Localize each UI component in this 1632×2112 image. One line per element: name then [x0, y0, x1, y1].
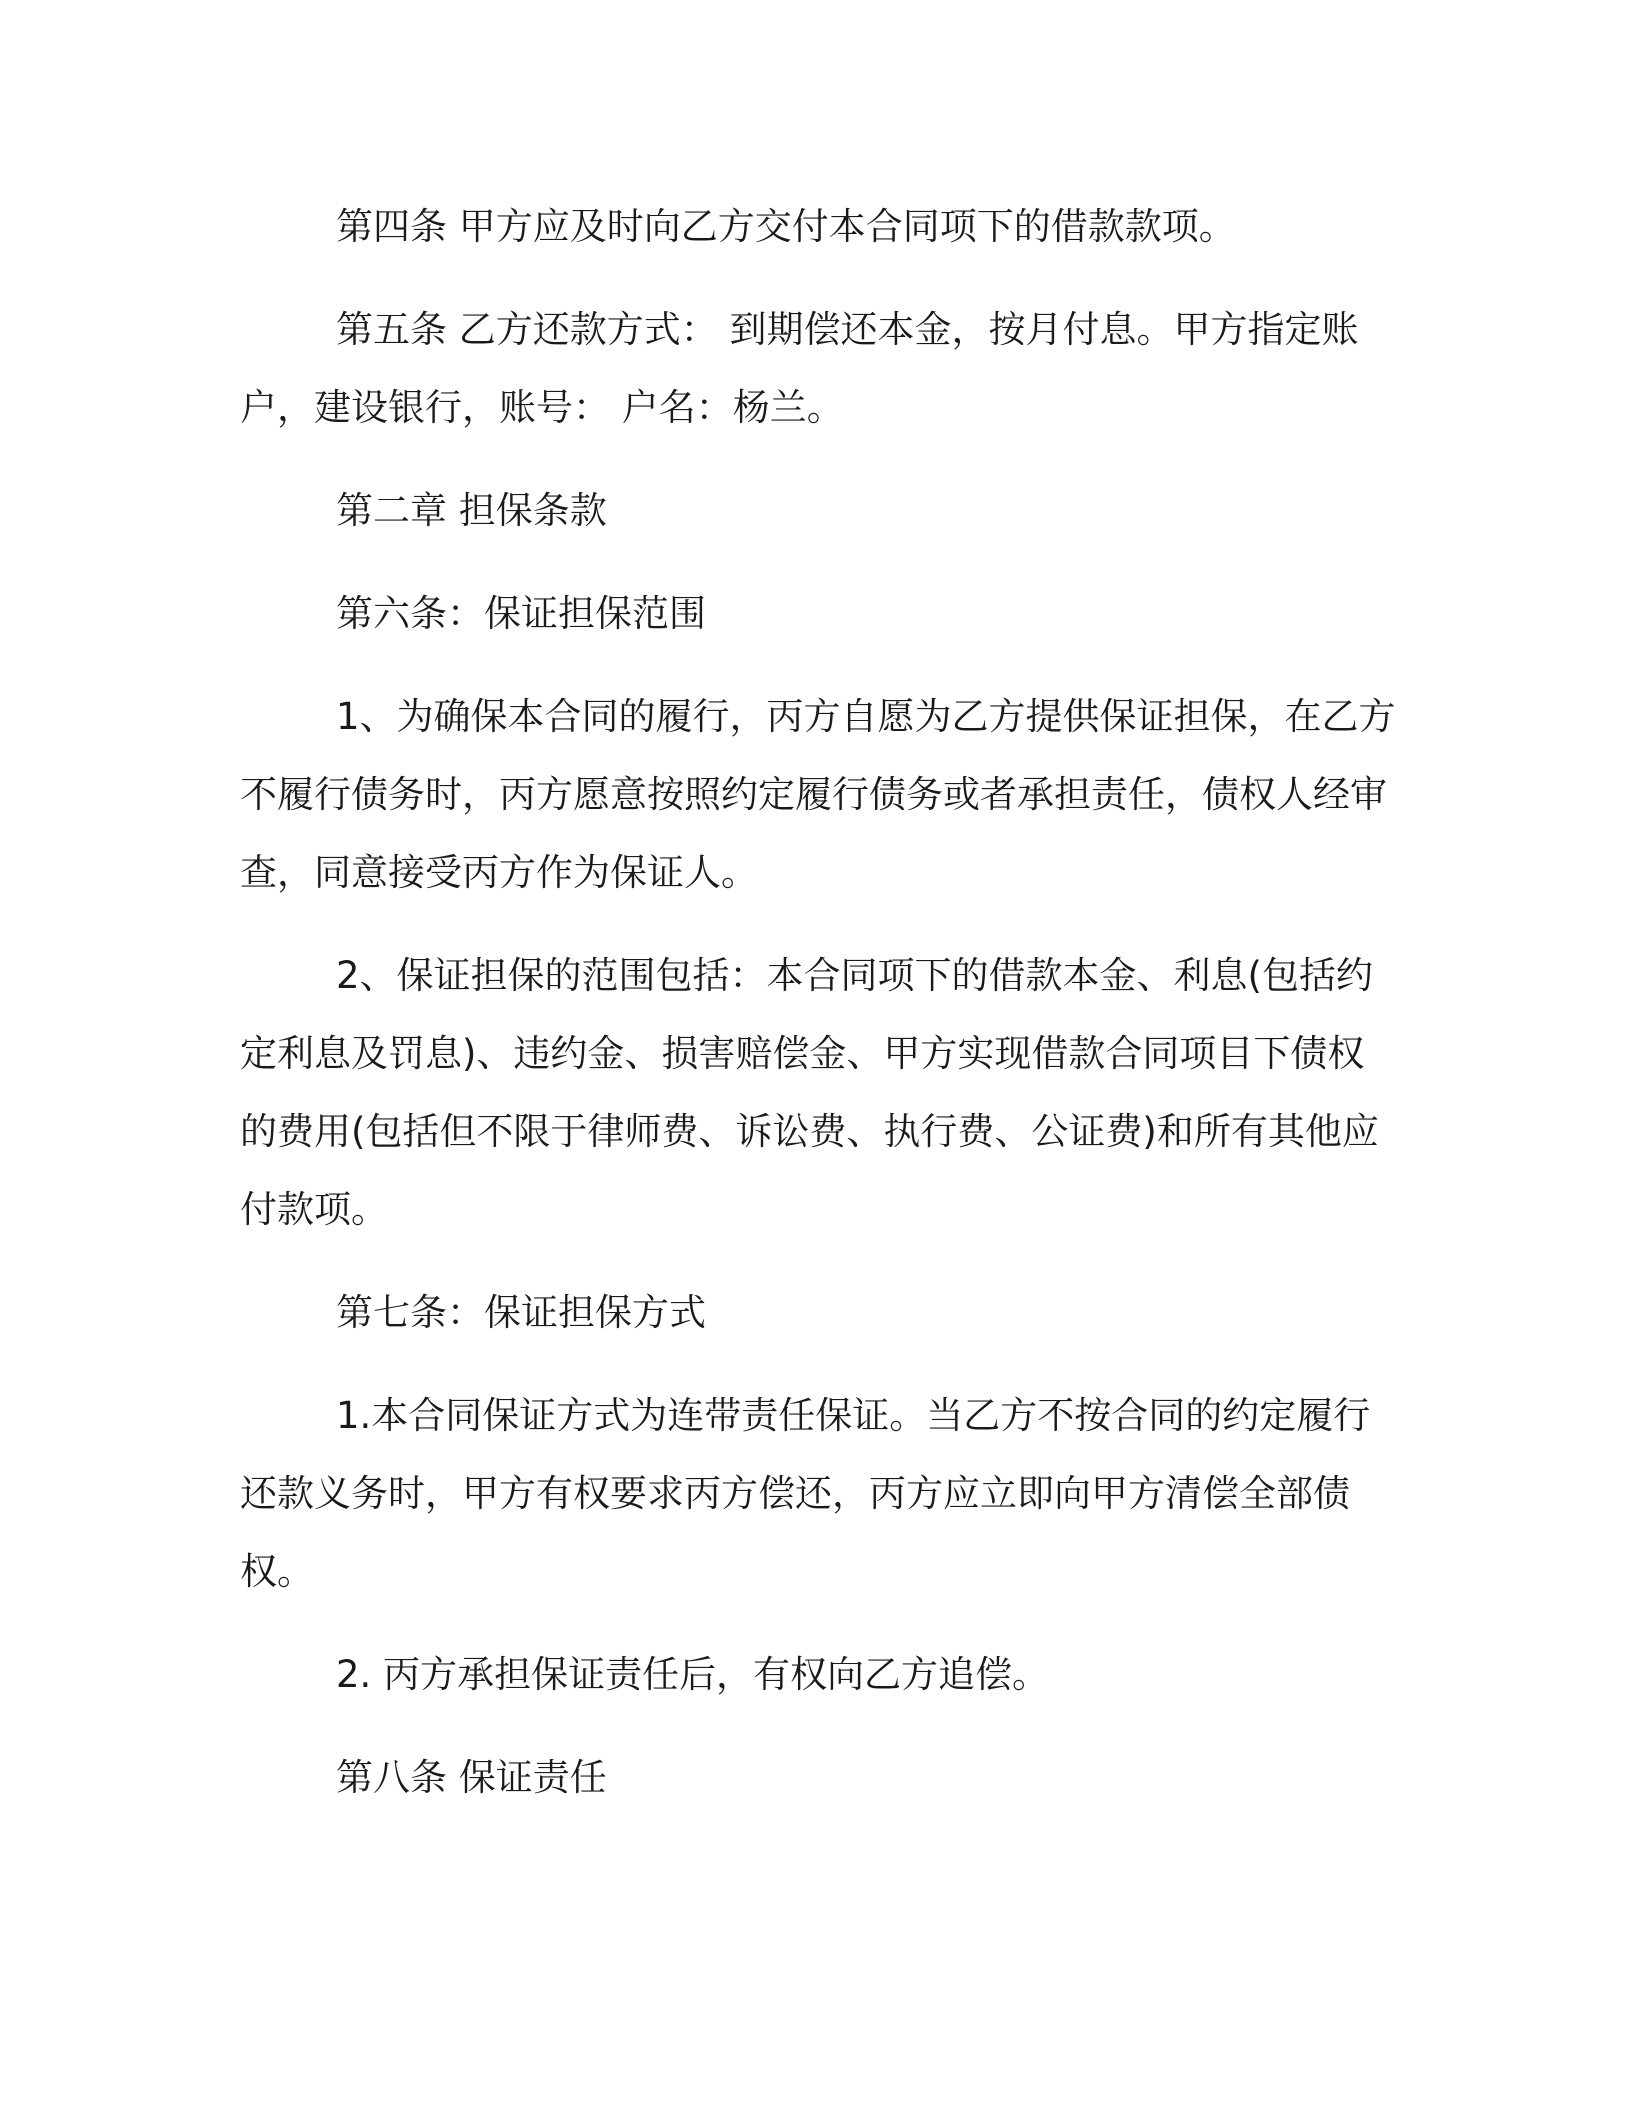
chapter-2-heading: 第二章 担保条款	[336, 489, 607, 532]
article-5-paragraph: 第五条 乙方还款方式： 到期偿还本金，按月付息。甲方指定账户，建设银行，账号： 户名：杨兰。	[240, 308, 1359, 429]
article-7-clause-1: 1.本合同保证方式为连带责任保证。当乙方不按合同的约定履行还款义务时，甲方有权要求丙方偿还，丙方应立即向甲方清偿全部债权。	[240, 1394, 1371, 1593]
article-6-clause-2: 2、保证担保的范围包括：本合同项下的借款本金、利息(包括约定利息及罚息)、违约金、损害赔偿金、甲方实现借款合同项目下债权的费用(包括但不限于律师费、诉讼费、执行费、公证费)和所有其他应付款项。	[240, 954, 1379, 1231]
article-6-clause-1: 1、为确保本合同的履行，丙方自愿为乙方提供保证担保，在乙方不履行债务时，丙方愿意按照约定履行债务或者承担责任，债权人经审查，同意接受丙方作为保证人。	[240, 695, 1396, 894]
article-7-heading: 第七条：保证担保方式	[336, 1291, 706, 1334]
article-8-heading: 第八条 保证责任	[336, 1756, 607, 1799]
article-7-clause-2: 2. 丙方承担保证责任后，有权向乙方追偿。	[336, 1653, 1050, 1696]
document-body	[240, 188, 1400, 1842]
article-6-heading: 第六条：保证担保范围	[336, 592, 706, 635]
article-4-paragraph: 第四条 甲方应及时向乙方交付本合同项下的借款款项。	[336, 205, 1236, 248]
